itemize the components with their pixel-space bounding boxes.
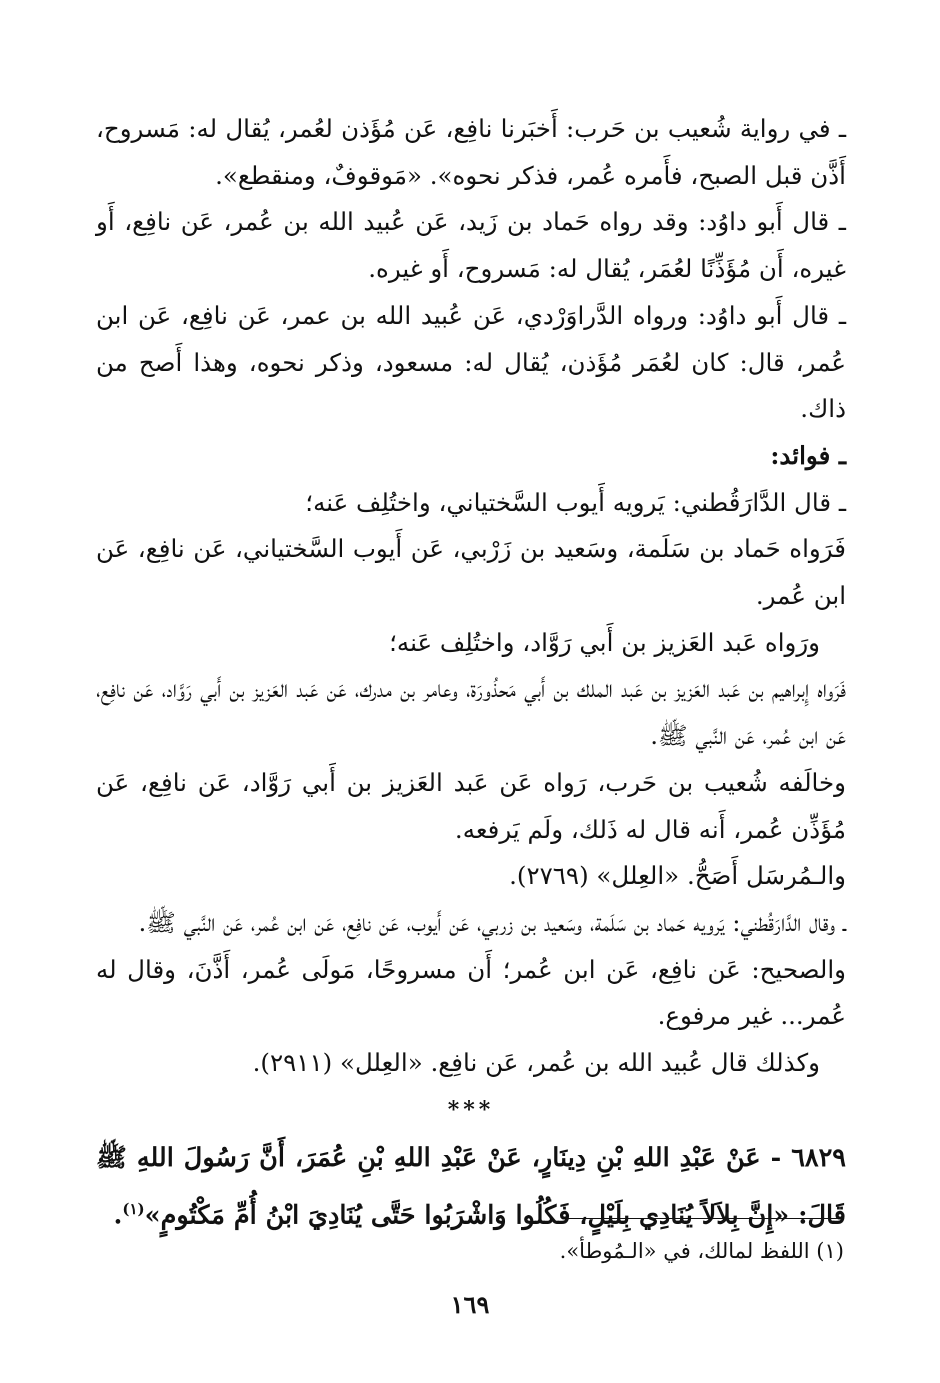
- paragraph-hammad: فَرَواه حَماد بن سَلَمة، وسَعيد بن زَرْبي، عَن أَيوب السَّختياني، عَن نافِع، عَن ابن عُمر.: [96, 534, 846, 611]
- paragraph-sahih: والصحيح: عَن نافِع، عَن ابن عُمر؛ أَن مسروحًا، مَولَى عُمر، أَذَّنَ، وقال له عُمر... غير مرفوع.: [96, 954, 846, 1031]
- paragraph-ibrahim: فَرَواه إِبراهيم بن عَبد العَزيز بن عَبد الملك بن أَبي مَحذُورَة، وعامر بن مدرك، عَن عَبد العَزيز بن أَبي رَوَّاد، عَن نافِع، عَن ابن عُمر، عَن النَّبي ﷺ.: [96, 674, 846, 751]
- paragraph-daraqutni-2: ـ وقال الدَّارَقُطني: يَرويه حَماد بن سَلَمة، وسَعيد بن زربي، عَن أَيوب، عَن نافِع، عَن ابن عُمر، عَن النَّبي ﷺ.: [138, 907, 846, 937]
- paragraph-abu-dawud-2: ـ قال أَبو داوُد: ورواه الدَّراوَرْدي، عَن عُبيد الله بن عمر، عَن نافِع، عَن ابن عُمر، قال: كان لعُمَر مُؤَذن، يُقال له: مسعود، وذكر نحوه، وهذا أَصح من ذاك.: [96, 300, 846, 424]
- paragraph-shuayb-disagree: وخالَفه شُعيب بن حَرب، رَواه عَن عَبد العَزيز بن أَبي رَوَّاد، عَن نافِع، عَن مُؤَذِّن عُمر، أَنه قال له ذَلك، ولَم يَرفعه.: [96, 767, 846, 844]
- hadith-6829: [96, 1133, 846, 1242]
- footnote: (١) اللفظ لمالك، في «الـمُوطأ».: [559, 1239, 844, 1263]
- paragraph-ubaydullah: وكذلك قال عُبيد الله بن عُمر، عَن نافِع. «العِلل» (٢٩١١).: [252, 1048, 820, 1078]
- footnote-reference: (١): [122, 1199, 145, 1218]
- section-heading-fawaid: ـ فوائد:: [770, 440, 846, 470]
- section-separator: ***: [447, 1096, 495, 1123]
- hadith-end: .: [113, 1200, 123, 1231]
- paragraph-abd-al-aziz: ورَواه عَبد العَزيز بن أَبي رَوَّاد، واختُلِف عَنه؛: [389, 627, 820, 657]
- main-text: [96, 106, 846, 1241]
- paragraph-shuayb: ـ في رواية شُعيب بن حَرب: أَخبَرنا نافِع، عَن مُؤَذن لعُمر، يُقال له: مَسروح، أَذَّن قبل الصبح، فأَمره عُمر، فذكر نحوه». «مَوقوفٌ، ومنقطع».: [96, 114, 846, 190]
- footnote-divider: [564, 1218, 844, 1219]
- paragraph-abu-dawud-1: ـ قال أَبو داوُد: وقد رواه حَماد بن زَيد، عَن عُبيد الله بن عُمر، عَن نافِع، أَو غيره، أَن مُؤَذِّنًا لعُمَر، يُقال له: مَسروح، أَو غيره.: [96, 207, 846, 284]
- paragraph-mursal: والـمُرسَل أَصَحُّ. «العِلل» (٢٧٦٩).: [509, 861, 846, 891]
- page-number: ١٦٩: [450, 1290, 490, 1319]
- hadith-text: ٦٨٢٩ - عَنْ عَبْدِ اللهِ بْنِ دِينَارٍ، عَنْ عَبْدِ اللهِ بْنِ عُمَرَ، أَنَّ رَسُولَ اللهِ ﷺ قَالَ: «إِنَّ بِلاَلاً يُنَادِي بِلَيْلٍ، فَكُلُوا وَاشْرَبُوا حَتَّى يُنَادِيَ ابْنُ أُمِّ مَكْتُومٍ»: [96, 1142, 846, 1231]
- paragraph-daraqutni-1: ـ قال الدَّارَقُطني: يَرويه أَيوب السَّختياني، واختُلِف عَنه؛: [305, 487, 846, 517]
